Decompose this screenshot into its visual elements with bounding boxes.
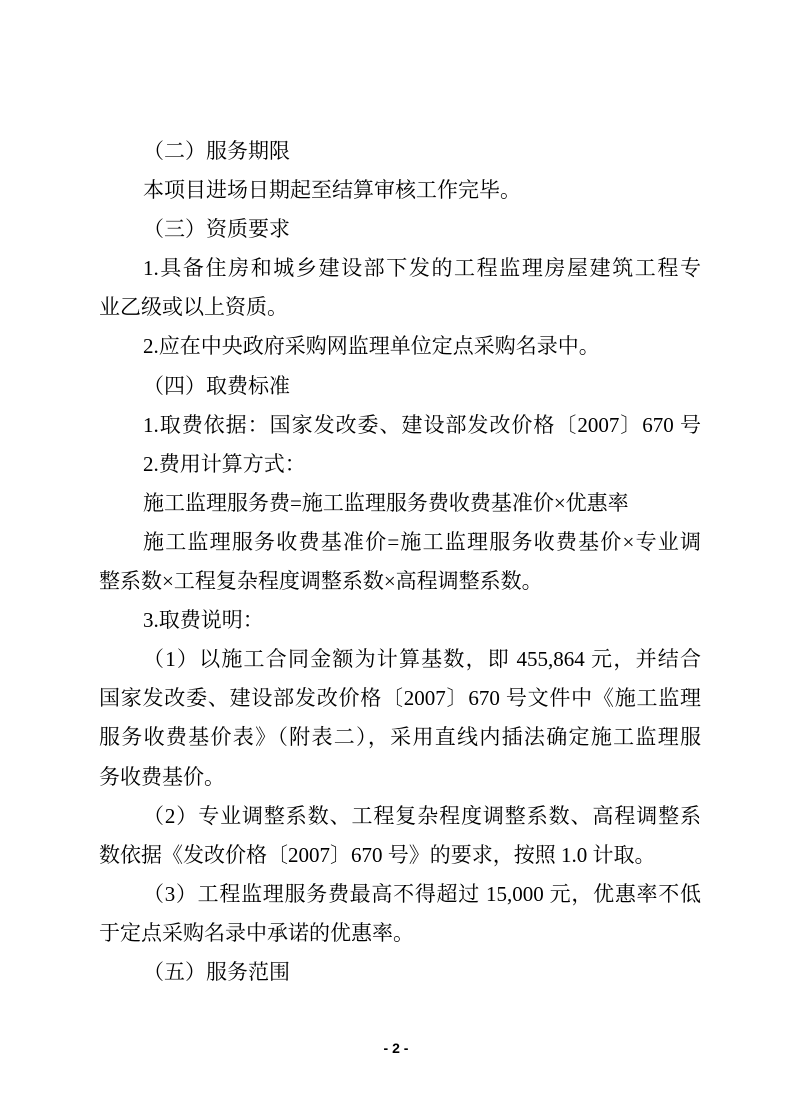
text-line: 3.取费说明： <box>143 608 264 633</box>
text-line: （2）专业调整系数、工程复杂程度调整系数、高程调整系 <box>143 803 701 828</box>
text-line: （3）工程监理服务费最高不得超过 15,000 元，优惠率不低 <box>143 881 701 906</box>
text-line: 2.费用计算方式： <box>143 451 306 476</box>
text-line: 2.应在中央政府采购网监理单位定点采购名录中。 <box>143 334 600 359</box>
text-line: 务收费基价。 <box>99 764 225 789</box>
document-body <box>99 132 701 992</box>
text-line-formula: 施工监理服务收费基准价=施工监理服务收费基价×专业调 <box>143 529 701 554</box>
text-line: 1.取费依据：国家发改委、建设部发改价格〔2007〕670 号 <box>143 412 701 437</box>
text-line: 于定点采购名录中承诺的优惠率。 <box>99 920 414 945</box>
text-line: 本项目进场日期起至结算审核工作完毕。 <box>143 178 521 203</box>
text-line: 国家发改委、建设部发改价格〔2007〕670 号文件中《施工监理 <box>99 686 701 711</box>
text-line-section-4-heading: （四）取费标准 <box>143 373 290 398</box>
text-line: 数依据《发改价格〔2007〕670 号》的要求，按照 1.0 计取。 <box>99 842 656 867</box>
text-line-formula: 整系数×工程复杂程度调整系数×高程调整系数。 <box>99 569 543 594</box>
text-line-section-5-heading: （五）服务范围 <box>143 959 290 984</box>
text-line-formula: 施工监理服务费=施工监理服务费收费基准价×优惠率 <box>143 490 629 515</box>
text-line: （1）以施工合同金额为计算基数，即 455,864 元，并结合 <box>143 647 701 672</box>
text-line-section-3-heading: （三）资质要求 <box>143 217 290 242</box>
page-number: - 2 - <box>383 1040 409 1056</box>
text-line: 业乙级或以上资质。 <box>99 295 288 320</box>
text-line: 1.具备住房和城乡建设部下发的工程监理房屋建筑工程专 <box>143 256 701 281</box>
text-line: 服务收费基价表》（附表二），采用直线内插法确定施工监理服 <box>99 725 701 750</box>
text-line-section-2-heading: （二）服务期限 <box>143 139 290 163</box>
